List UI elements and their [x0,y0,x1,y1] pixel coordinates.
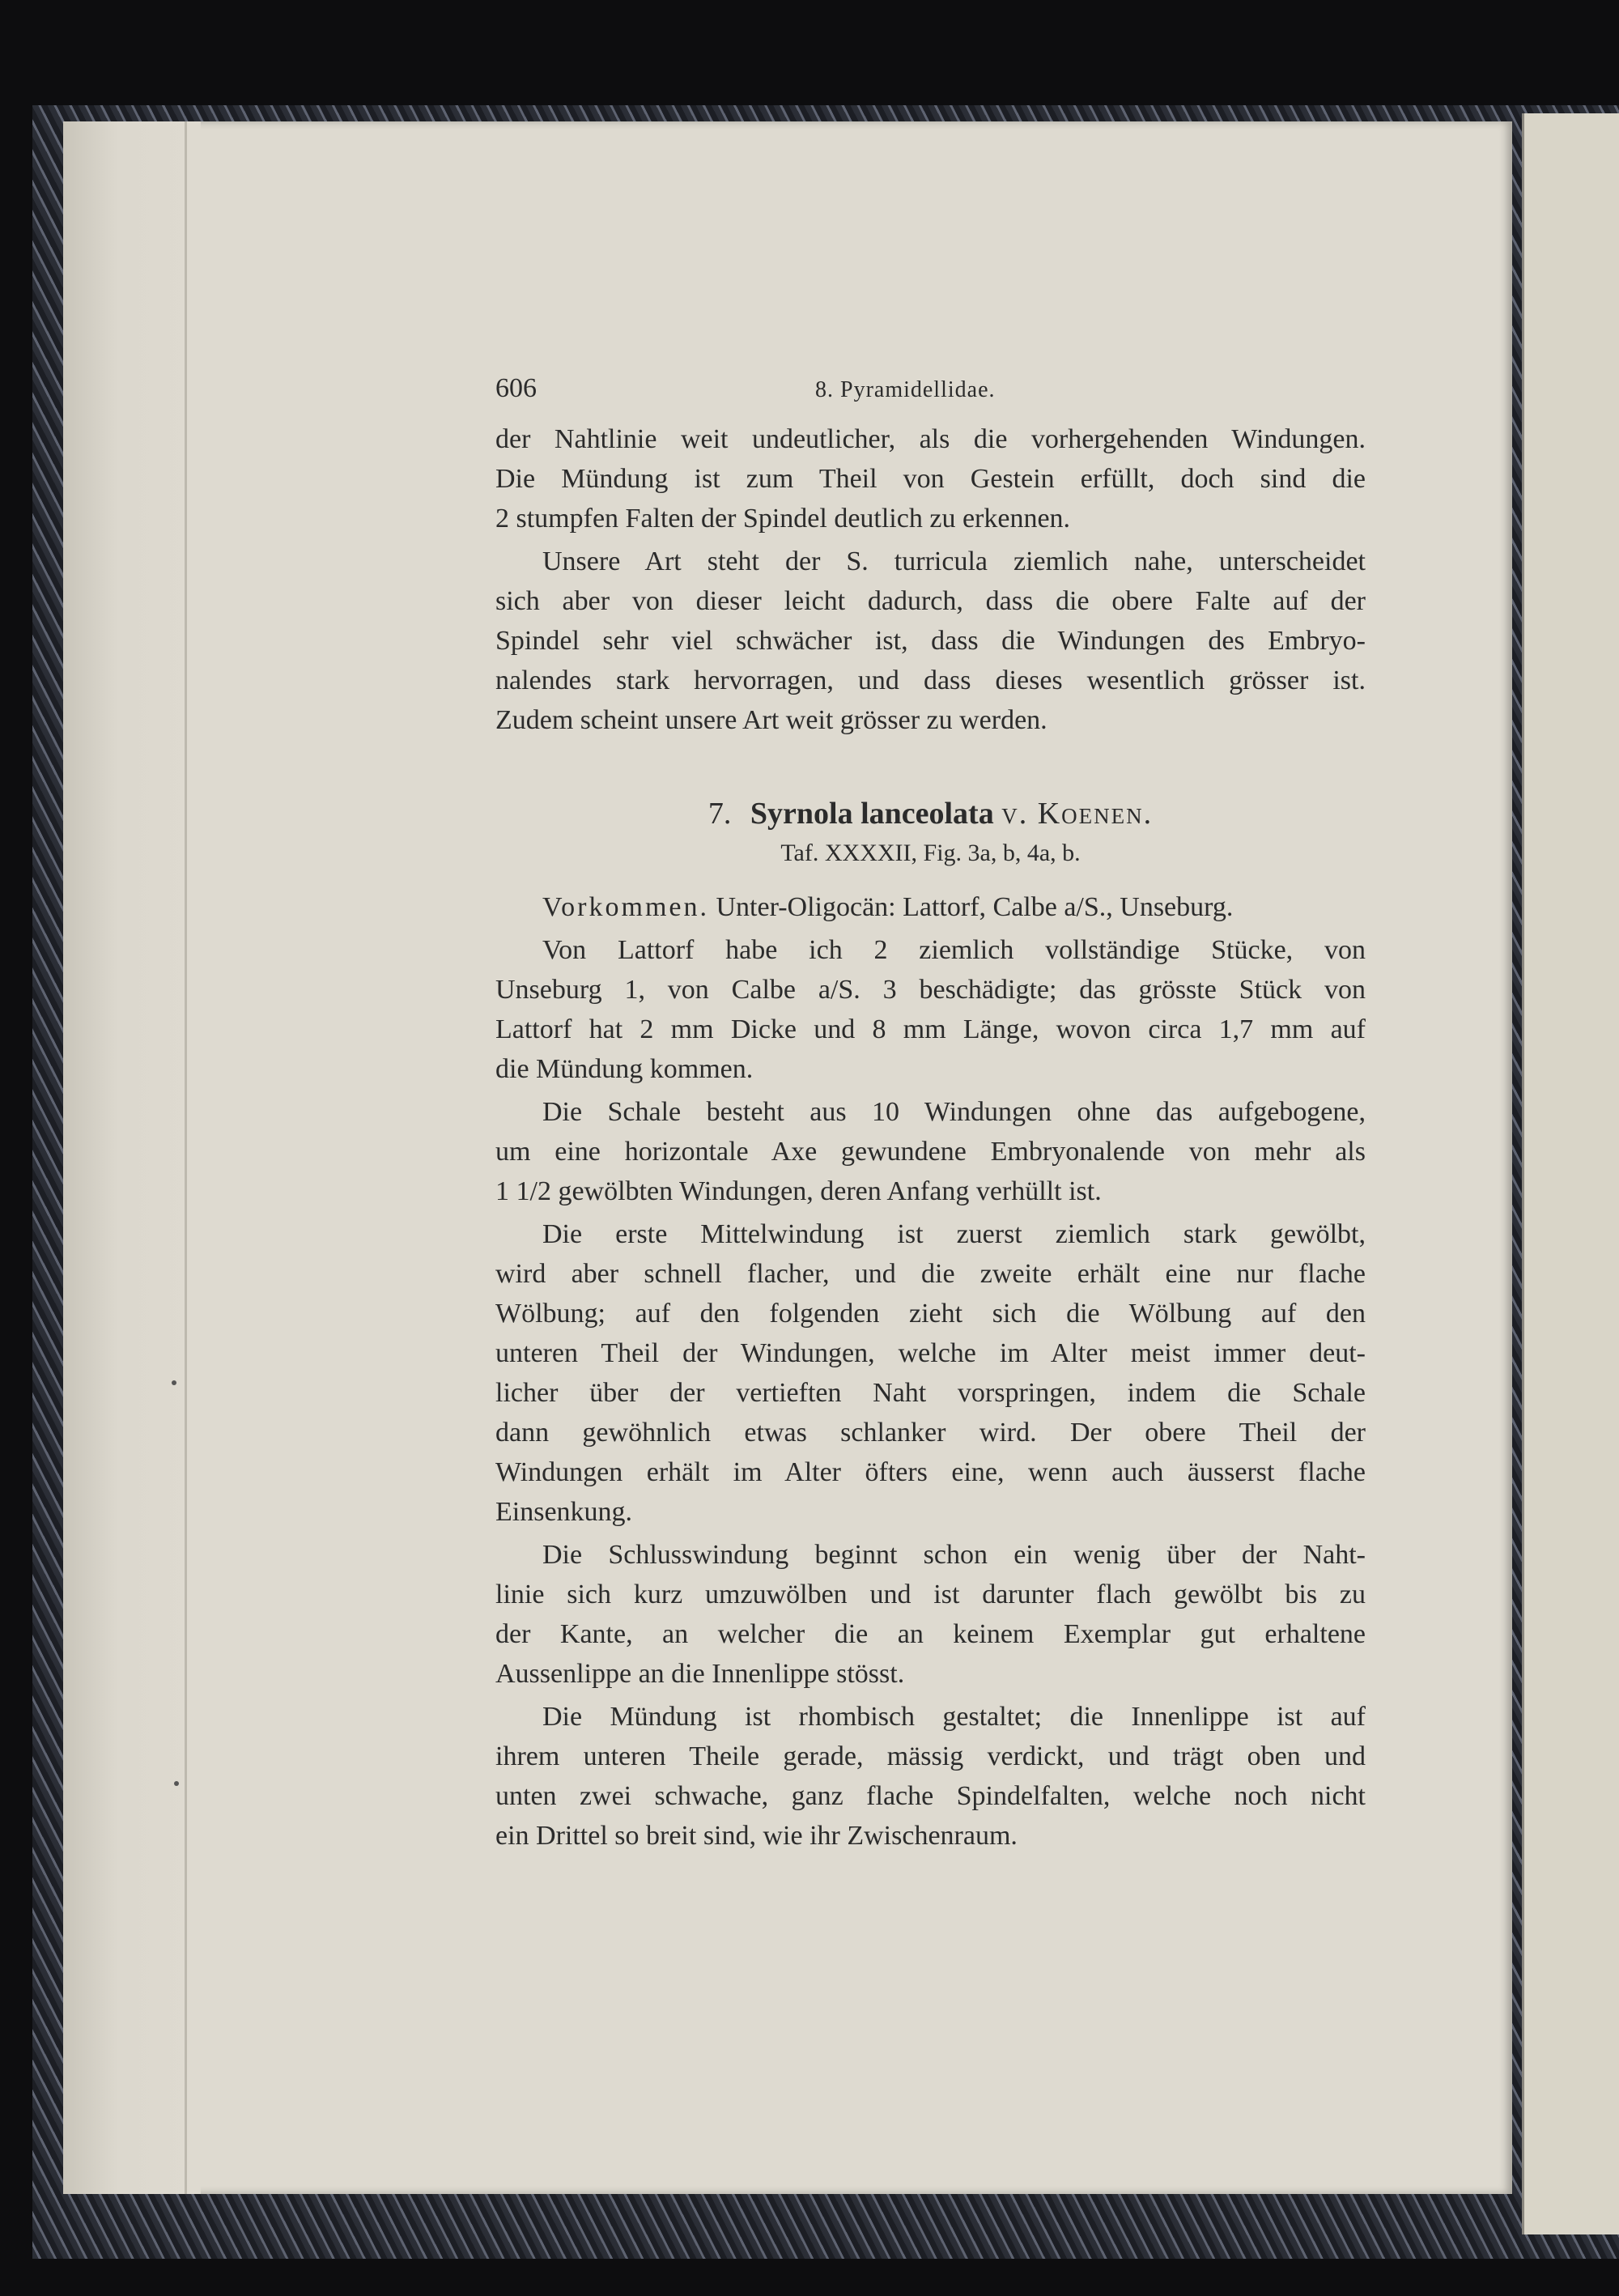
text-line: Die Mündung ist zum Theil von Gestein erfüllt, doch sind die [495,464,1366,494]
text-line: 1 1/2 gewölbten Windungen, deren Anfang verhüllt ist. [495,1176,1102,1206]
text-line: Einsenkung. [495,1497,633,1527]
page-speck [172,1380,176,1385]
page-text [495,368,1366,1859]
text-line: unten zwei schwache, ganz flache Spindelfalten, welche noch nicht [495,1781,1366,1811]
text-line: Von Lattorf habe ich 2 ziemlich vollständige Stücke, von [542,935,1366,965]
occurrence-paragraph [495,887,1366,927]
text-line: 2 stumpfen Falten der Spindel deutlich zu erkennen. [495,504,1071,534]
intro-paragraph [495,419,1366,538]
text-line: die Mündung kommen. [495,1054,754,1084]
species-number: 7. [708,797,732,831]
whorl-paragraph [495,1214,1366,1532]
text-line: dann gewöhnlich etwas schlanker wird. Der obere Theil der [495,1418,1366,1448]
text-line: nalendes stark hervorragen, und dass dieses wesentlich grösser ist. [495,665,1366,695]
text-line: Die Schale besteht aus 10 Windungen ohne das aufgebogene, [542,1097,1366,1127]
text-line: Zudem scheint unsere Art weit grösser zu werden. [495,705,1047,735]
page-number: 606 [495,373,537,403]
species-heading [495,793,1366,834]
text-line: licher über der vertieften Naht vorspringen, indem die Schale [495,1378,1366,1408]
occurrence-text: Unter-Oligocän: Lattorf, Calbe a/S., Unseburg. [716,892,1234,922]
text-line: wird aber schnell flacher, und die zweite erhält eine nur flache [495,1259,1366,1289]
text-line: Die Schlusswindung beginnt schon ein wenig über der Naht- [542,1540,1366,1570]
text-line: Aussenlippe an die Innenlippe stösst. [495,1659,905,1689]
page-gutter [63,121,201,2194]
text-line: Unseburg 1, von Calbe a/S. 3 beschädigte; das grösste Stück von [495,975,1366,1005]
text-line: Spindel sehr viel schwächer ist, dass die Windungen des Embryo- [495,626,1366,656]
occurrence-label: Vorkommen. [542,892,709,922]
text-line: Lattorf hat 2 mm Dicke und 8 mm Länge, wovon circa 1,7 mm auf [495,1014,1366,1044]
material-paragraph [495,930,1366,1089]
text-line: Windungen erhält im Alter öfters eine, wenn auch äusserst flache [495,1457,1366,1487]
text-line: sich aber von dieser leicht dadurch, dass die obere Falte auf der [495,586,1366,616]
text-line: unteren Theil der Windungen, welche im Alter meist immer deut- [495,1338,1366,1368]
text-line: Wölbung; auf den folgenden zieht sich die Wölbung auf den [495,1299,1366,1329]
plate-reference: Taf. XXXXII, Fig. 3a, b, 4a, b. [780,840,1081,866]
shell-paragraph [495,1092,1366,1211]
body-whorl-paragraph [495,1535,1366,1694]
text-line: um eine horizontale Axe gewundene Embryonalende von mehr als [495,1137,1366,1167]
species-name: Syrnola lanceolata [750,797,994,831]
text-line: Die erste Mittelwindung ist zuerst ziemlich stark gewölbt, [542,1219,1366,1249]
text-line: Die Mündung ist rhombisch gestaltet; die Innenlippe ist auf [542,1702,1366,1732]
section-title: 8. Pyramidellidae. [815,377,996,402]
text-line: ihrem unteren Theile gerade, mässig verdickt, und trägt oben und [495,1741,1366,1771]
running-head [495,368,1366,410]
text-line: der Kante, an welcher die an keinem Exemplar gut erhaltene [495,1619,1366,1649]
comparison-paragraph [495,542,1366,740]
page-speck [174,1781,179,1786]
text-line: der Nahtlinie weit undeutlicher, als die vorhergehenden Windungen. [495,424,1366,454]
species-author: v. Koenen. [1001,797,1154,831]
text-line [495,887,1366,927]
aperture-paragraph [495,1697,1366,1856]
text-line: Unsere Art steht der S. turricula ziemlich nahe, unterscheidet [542,546,1366,576]
text-line: linie sich kurz umzuwölben und ist darunter flach gewölbt bis zu [495,1580,1366,1609]
text-line: ein Drittel so breit sind, wie ihr Zwischenraum. [495,1821,1018,1851]
facing-page-edge [1522,113,1619,2234]
